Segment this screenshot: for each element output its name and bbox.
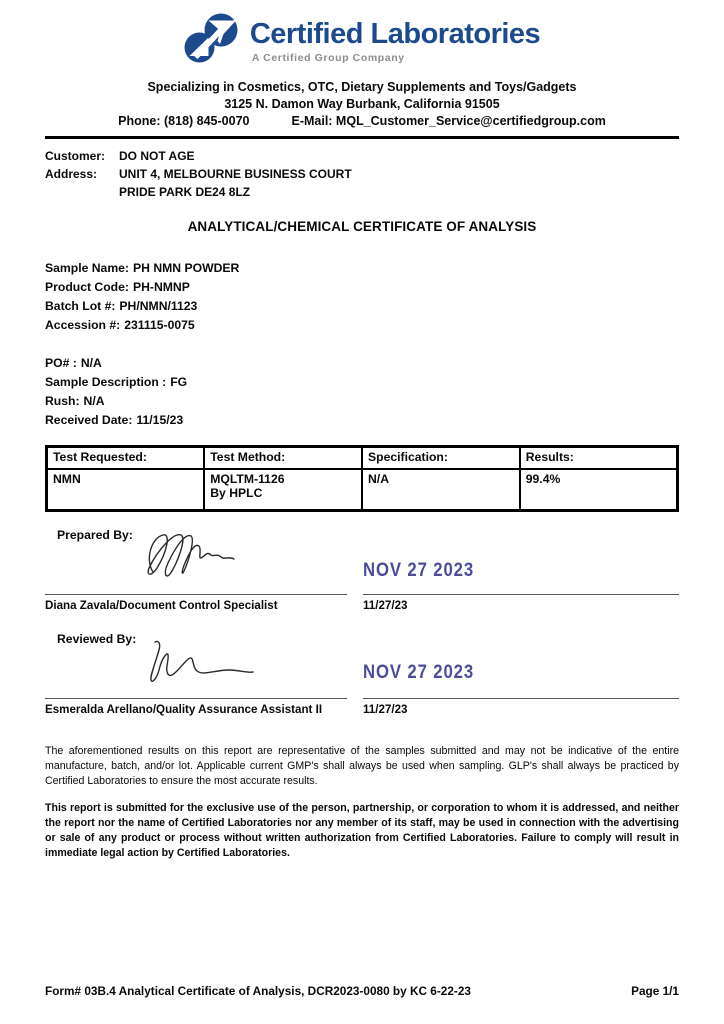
results-table — [45, 445, 679, 512]
po-label: PO# : — [45, 356, 77, 370]
prepared-by-label: Prepared By: — [57, 528, 133, 542]
col-specification: Specification: — [362, 447, 520, 469]
prepared-by-name: Diana Zavala/Document Control Specialist — [45, 599, 278, 612]
legal-disclaimer: This report is submitted for the exclusive use of the person, partnership, or corporation to whom it is addressed, and neither the report nor the name of Certified Laboratories nor any member of its staff, may be used in connection with the advertising or sale of any product or process without written authorization from Certified Laboratories. Failure to comply will result in immediate legal action by Certified Laboratories. — [45, 802, 679, 860]
accession-label: Accession #: — [45, 318, 121, 332]
cell-test-requested: NMN — [47, 469, 205, 511]
address-label: Address: — [45, 167, 98, 181]
cell-results: 99.4% — [520, 469, 678, 511]
prepared-by-signature — [137, 526, 262, 586]
reviewed-date-line — [363, 698, 679, 699]
address-line-2: PRIDE PARK DE24 8LZ — [119, 185, 251, 199]
col-test-requested: Test Requested: — [47, 447, 205, 469]
reviewed-by-block — [45, 628, 679, 716]
reviewed-by-label: Reviewed By: — [57, 632, 137, 646]
customer-name: DO NOT AGE — [119, 149, 195, 163]
results-disclaimer: The aforementioned results on this report are representative of the samples submitted and may not be indicative of the entire manufacture, batch, and/or lot. Applicable current GMP's shall always be used when sampling. GLP's shall always be practiced by Certified Laboratories to ensure the most accurate results. — [45, 745, 679, 788]
prepared-by-block — [45, 524, 679, 612]
po-line — [45, 354, 679, 373]
sample-description-line — [45, 373, 679, 392]
sample-name-line — [45, 259, 679, 278]
header-contact — [45, 113, 679, 130]
prepared-date-stamp: NOV 27 2023 — [363, 560, 475, 581]
header-phone: Phone: (818) 845-0070 — [118, 114, 250, 128]
prepared-date-line — [363, 594, 679, 595]
received-date-value: 11/15/23 — [136, 413, 184, 427]
document-title: ANALYTICAL/CHEMICAL CERTIFICATE OF ANALYSIS — [187, 219, 537, 234]
accession-value: 231115-0075 — [124, 318, 195, 332]
rush-value: N/A — [83, 394, 105, 408]
results-table-header-row — [47, 447, 678, 469]
batch-lot-line — [45, 297, 679, 316]
rush-label: Rush: — [45, 394, 80, 408]
sample-name-label: Sample Name: — [45, 261, 129, 275]
reviewed-by-name: Esmeralda Arellano/Quality Assurance Assistant II — [45, 703, 323, 716]
po-value: N/A — [80, 356, 102, 370]
customer-block — [45, 147, 679, 201]
test-method-line-2: By HPLC — [210, 485, 263, 500]
cell-specification: N/A — [362, 469, 520, 511]
customer-label: Customer: — [45, 149, 106, 163]
address-label-spacer — [45, 183, 119, 201]
sample-description-label: Sample Description : — [45, 375, 167, 389]
col-results: Results: — [520, 447, 678, 469]
sample-info-block — [45, 259, 679, 335]
header-divider — [45, 136, 679, 139]
rush-line — [45, 392, 679, 411]
received-date-line — [45, 411, 679, 430]
form-number: Form# 03B.4 Analytical Certificate of Analysis, DCR2023-0080 by KC 6-22-23 — [45, 984, 471, 998]
header-email: E-Mail: MQL_Customer_Service@certifiedgroup.com — [291, 114, 606, 128]
cell-test-method — [204, 469, 362, 511]
page-footer — [45, 984, 679, 998]
reviewed-signature-line — [45, 698, 347, 699]
certified-laboratories-logo-icon — [184, 13, 238, 70]
reviewed-date-stamp: NOV 27 2023 — [363, 662, 475, 683]
product-code-label: Product Code: — [45, 280, 129, 294]
logo-text — [250, 19, 540, 65]
test-method-line-1: MQLTM-1126 — [210, 471, 285, 486]
col-test-method: Test Method: — [204, 447, 362, 469]
product-code-line — [45, 278, 679, 297]
prepared-date: 11/27/23 — [363, 599, 408, 612]
address-line-1: UNIT 4, MELBOURNE BUSINESS COURT — [119, 167, 352, 181]
sample-name-value: PH NMN POWDER — [133, 261, 240, 275]
batch-lot-value: PH/NMN/1123 — [119, 299, 198, 313]
reviewed-date: 11/27/23 — [363, 703, 408, 716]
accession-line — [45, 316, 679, 335]
order-info-block — [45, 354, 679, 430]
received-date-label: Received Date: — [45, 413, 133, 427]
batch-lot-label: Batch Lot #: — [45, 299, 116, 313]
header-specialization: Specializing in Cosmetics, OTC, Dietary Supplements and Toys/Gadgets — [147, 80, 577, 94]
product-code-value: PH-NMNP — [132, 280, 190, 294]
logo-header — [45, 0, 679, 70]
page-number: Page 1/1 — [631, 984, 679, 998]
prepared-signature-line — [45, 594, 347, 595]
company-name: Certified Laboratories — [249, 17, 541, 50]
header-address: 3125 N. Damon Way Burbank, California 91505 — [224, 97, 500, 111]
company-tagline: A Certified Group Company — [251, 52, 405, 65]
reviewed-by-signature — [137, 636, 272, 691]
sample-description-value: FG — [170, 375, 188, 389]
table-row — [47, 469, 678, 511]
